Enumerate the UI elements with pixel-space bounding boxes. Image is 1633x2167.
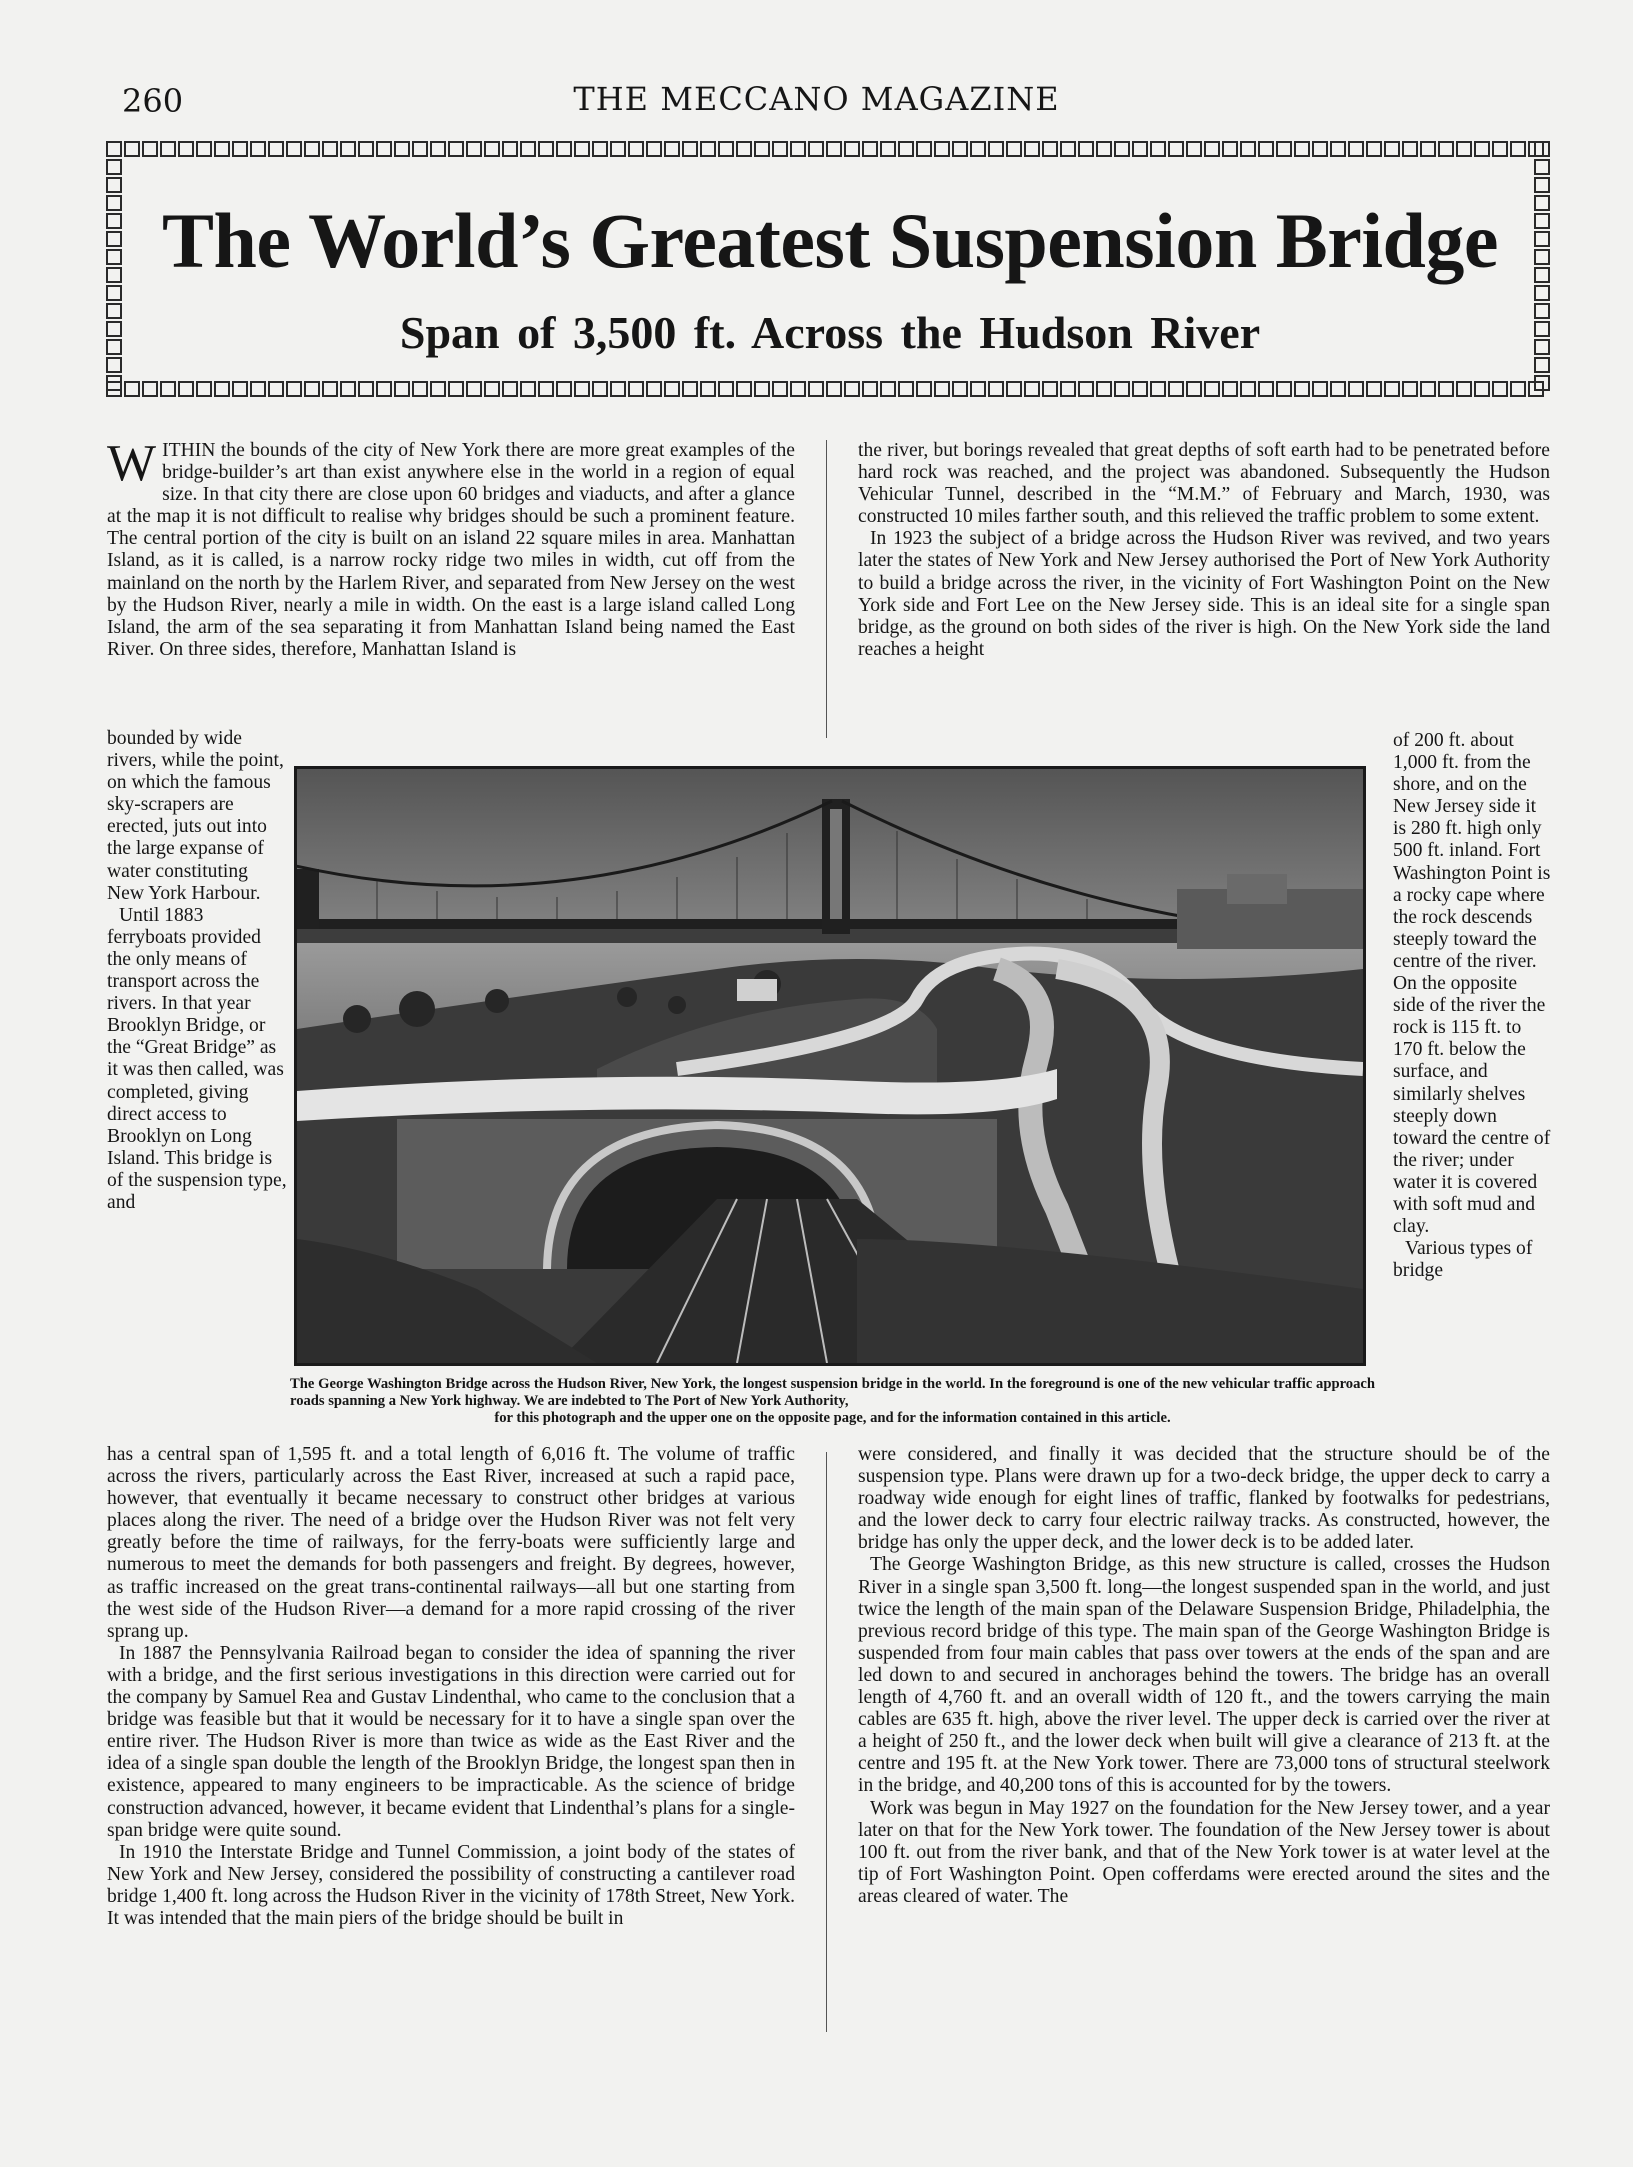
frame-square: [1204, 141, 1220, 157]
paragraph: Work was begun in May 1927 on the foundation for the New Jersey tower, and a year later on that for the New York tower. The foundation of the New Jersey tower is about 100 ft. out from the river bank, and that of the New York tower is at water level at the tip of Fort Washington Point. Open cofferdams were erected around the sites and the areas cleared of water. The: [858, 1797, 1550, 1907]
article-subtitle: Span of 3,500 ft. Across the Hudson River: [399, 307, 1261, 358]
drop-cap: W: [107, 435, 157, 492]
paragraph: In 1923 the subject of a bridge across the Hudson River was revived, and two years later the states of New York and New Jersey authorised the Port of New York Authority to build a bridge across the river, in the vicinity of Fort Washington Point on the New York side and Fort Lee on the New Jersey side. This is an ideal site for a single span bridge, as the ground on both sides of the river is high. On the New York side the land reaches a height: [858, 528, 1550, 660]
frame-square: [646, 381, 662, 397]
frame-square: [358, 141, 374, 157]
frame-square: [1366, 381, 1382, 397]
frame-square: [1060, 381, 1076, 397]
frame-square: [970, 381, 986, 397]
photo-caption: [290, 1376, 1375, 1427]
frame-square: [106, 177, 122, 193]
frame-square: [772, 141, 788, 157]
frame-square: [1006, 141, 1022, 157]
frame-square: [214, 141, 230, 157]
frame-square: [592, 141, 608, 157]
frame-square: [1132, 381, 1148, 397]
frame-square: [1312, 141, 1328, 157]
paragraph: has a central span of 1,595 ft. and a total length of 6,016 ft. The volume of traffic across the rivers, particularly across the East River, increased at such a rapid pace, however, that eventually it became necessary to construct other bridges at various places along the river. The need of a bridge over the Hudson River was not felt very greatly before the time of railways, for the ferry-boats were sufficiently large and numerous to meet the demands for both passengers and freight. By degrees, however, as traffic increased on the great trans-continental railways—all but one starting from the west side of the Hudson River—a demand for a more rapid crossing of the river sprang up.: [107, 1444, 795, 1642]
frame-square: [628, 141, 644, 157]
frame-square: [1534, 231, 1550, 247]
frame-square: [682, 141, 698, 157]
frame-square: [538, 381, 554, 397]
frame-square: [754, 381, 770, 397]
frame-square: [808, 141, 824, 157]
frame-square: [142, 381, 158, 397]
paragraph: In 1910 the Interstate Bridge and Tunnel Commission, a joint body of the states of New York and New Jersey, considered the possibility of constructing a cantilever road bridge 1,400 ft. long across the Hudson River in the vicinity of 178th Street, New York. It was intended that the main piers of the bridge should be built in: [107, 1841, 795, 1929]
frame-square: [718, 141, 734, 157]
bridge-photo: [294, 766, 1366, 1366]
caption-text-last: for this photograph and the upper one on the opposite page, and for the information contained in this article.: [494, 1410, 1171, 1426]
frame-square: [106, 375, 122, 391]
frame-square: [1420, 141, 1436, 157]
frame-square: [304, 141, 320, 157]
frame-square: [952, 381, 968, 397]
frame-square: [106, 195, 122, 211]
frame-square: [376, 381, 392, 397]
frame-square: [1024, 381, 1040, 397]
frame-square: [1150, 141, 1166, 157]
frame-square: [448, 141, 464, 157]
frame-square: [880, 381, 896, 397]
frame-square: [250, 381, 266, 397]
frame-square: [1078, 381, 1094, 397]
frame-square: [826, 141, 842, 157]
frame-square: [538, 141, 554, 157]
frame-square: [106, 213, 122, 229]
frame-square: [664, 141, 680, 157]
frame-square: [1474, 141, 1490, 157]
frame-square: [106, 339, 122, 355]
frame-square: [484, 381, 500, 397]
frame-square: [124, 381, 140, 397]
frame-square: [106, 267, 122, 283]
frame-square: [970, 141, 986, 157]
frame-square: [502, 381, 518, 397]
frame-square: [340, 381, 356, 397]
frame-square: [808, 381, 824, 397]
frame-square: [1222, 141, 1238, 157]
paragraph: The George Washington Bridge, as this new structure is called, crosses the Hudson River in a single span 3,500 ft. long—the longest suspended span in the world, and just twice the length of the main span of the Delaware Suspension Bridge, Philadelphia, the previous record bridge of this type. The main span of the George Washington Bridge is suspended from four main cables that pass over towers at the ends of the span and are led down to and secured in anchorages behind the towers. The bridge has an overall length of 4,760 ft. and an overall width of 120 ft., and the towers carrying the main cables are 635 ft. high, above the river level. The upper deck is carried over the river at a height of 250 ft., and the lower deck when built will give a clearance of 213 ft. at the centre and 195 ft. at the New York tower. There are 73,000 tons of structural steelwork in the bridge, and 40,200 tons of this is accounted for by the towers.: [858, 1554, 1550, 1797]
frame-square: [844, 141, 860, 157]
frame-square: [1534, 267, 1550, 283]
frame-square: [106, 141, 122, 157]
frame-square: [1024, 141, 1040, 157]
frame-square: [934, 141, 950, 157]
frame-square: [1150, 381, 1166, 397]
frame-square: [1534, 339, 1550, 355]
frame-square: [1132, 141, 1148, 157]
frame-square: [466, 381, 482, 397]
frame-square: [1276, 381, 1292, 397]
frame-square: [232, 381, 248, 397]
frame-square: [1294, 141, 1310, 157]
frame-square: [556, 381, 572, 397]
frame-square: [1534, 321, 1550, 337]
frame-square: [1474, 381, 1490, 397]
frame-square: [1258, 381, 1274, 397]
frame-square: [1534, 357, 1550, 373]
paragraph: the river, but borings revealed that great depths of soft earth had to be penetrated before hard rock was reached, and the project was abandoned. Subsequently the Hudson Vehicular Tunnel, described in the “M.M.” of February and March, 1930, was constructed 10 miles farther south, and this relieved the traffic problem to some extent.: [858, 440, 1550, 528]
paragraph: Until 1883 ferryboats provided the only means of transport across the rivers. In that year Brooklyn Bridge, or the “Great Bridge” as it was then called, was completed, giving direct access to Brooklyn on Long Island. This bridge is of the suspension type, and: [107, 904, 287, 1213]
frame-square: [106, 303, 122, 319]
frame-square: [1330, 381, 1346, 397]
frame-square: [250, 141, 266, 157]
frame-square: [556, 141, 572, 157]
frame-square: [1222, 381, 1238, 397]
frame-square: [232, 141, 248, 157]
frame-square: [700, 141, 716, 157]
frame-square: [286, 141, 302, 157]
frame-square: [358, 381, 374, 397]
magazine-title: THE MECCANO MAGAZINE: [573, 80, 1060, 118]
frame-square: [1240, 381, 1256, 397]
frame-square: [1456, 381, 1472, 397]
frame-square: [394, 141, 410, 157]
paragraph: WITHIN the bounds of the city of New York there are more great examples of the bridge-builder’s art than exist anywhere else in the world in a region of equal size. In that city there are close upon 60 bridges and viaducts, and after a glance at the map it is not difficult to realise why bridges should be such a prominent feature. The central portion of the city is built on an island 22 square miles in area. Manhattan Island, as it is called, is a narrow rocky ridge two miles in width, cut off from the mainland on the north by the Harlem River, and separated from New Jersey on the west by the Hudson River, nearly a mile in width. On the east is a large island called Long Island, the arm of the sea separating it from Manhattan Island being named the East River. On three sides, therefore, Manhattan Island is: [107, 435, 795, 660]
frame-square: [484, 141, 500, 157]
frame-square: [574, 141, 590, 157]
frame-square: [1534, 303, 1550, 319]
frame-square: [520, 141, 536, 157]
frame-square: [1078, 141, 1094, 157]
frame-square: [430, 141, 446, 157]
frame-square: [448, 381, 464, 397]
caption-text: The George Washington Bridge across the Hudson River, New York, the longest suspension bridge in the world. In the foreground is one of the new vehicular traffic approach roads spanning a New York highway. We are indebted to The Port of New York Authority,: [290, 1376, 1375, 1409]
frame-square: [1456, 141, 1472, 157]
frame-square: [1384, 381, 1400, 397]
page-number: 260: [122, 82, 184, 120]
frame-square: [916, 141, 932, 157]
frame-square: [124, 141, 140, 157]
frame-square: [502, 141, 518, 157]
frame-square: [1534, 249, 1550, 265]
column-rule-bottom: [826, 1452, 827, 2032]
frame-square: [1534, 285, 1550, 301]
frame-square: [1168, 141, 1184, 157]
frame-square: [1438, 381, 1454, 397]
paragraph: Various types of bridge: [1393, 1238, 1533, 1282]
frame-square: [772, 381, 788, 397]
frame-square: [736, 381, 752, 397]
frame-square: [1534, 213, 1550, 229]
frame-square: [1294, 381, 1310, 397]
frame-square: [322, 381, 338, 397]
frame-square: [196, 381, 212, 397]
frame-square: [1384, 141, 1400, 157]
frame-square: [106, 321, 122, 337]
frame-square: [934, 381, 950, 397]
frame-square: [1042, 381, 1058, 397]
frame-square: [1330, 141, 1346, 157]
frame-square: [1348, 381, 1364, 397]
frame-square: [1420, 381, 1436, 397]
frame-square: [160, 381, 176, 397]
frame-square: [862, 381, 878, 397]
frame-square: [412, 141, 428, 157]
frame-square: [106, 357, 122, 373]
frame-square: [1312, 381, 1328, 397]
frame-square: [106, 285, 122, 301]
frame-square: [1492, 381, 1508, 397]
frame-square: [574, 381, 590, 397]
frame-square: [1114, 381, 1130, 397]
frame-square: [520, 381, 536, 397]
frame-square: [646, 141, 662, 157]
article-title: The World’s Greatest Suspension Bridge: [161, 197, 1499, 284]
frame-square: [376, 141, 392, 157]
frame-square: [1534, 141, 1550, 157]
paragraph: In 1887 the Pennsylvania Railroad began to consider the idea of spanning the river with a bridge, and the first serious investigations in this direction were carried out for the company by Samuel Rea and Gustav Lindenthal, who came to the conclusion that a bridge was feasible but that it would be necessary for it to have a single span over the entire river. The Hudson River is more than twice as wide as the East River and the idea of a single span double the length of the Brooklyn Bridge, the longest span then in existence, appeared to many engineers to be impracticable. As the science of bridge construction advanced, however, it became evident that Lindenthal’s plans for a single-span bridge were quite sound.: [107, 1642, 795, 1841]
frame-square: [862, 141, 878, 157]
frame-square: [664, 381, 680, 397]
frame-square: [214, 381, 230, 397]
frame-square: [106, 249, 122, 265]
frame-square: [898, 141, 914, 157]
frame-square: [1534, 375, 1550, 391]
frame-square: [160, 141, 176, 157]
frame-square: [1402, 381, 1418, 397]
frame-square: [304, 381, 320, 397]
frame-square: [916, 381, 932, 397]
frame-square: [718, 381, 734, 397]
frame-square: [790, 141, 806, 157]
frame-square: [1510, 141, 1526, 157]
frame-square: [466, 141, 482, 157]
frame-square: [790, 381, 806, 397]
frame-square: [1534, 195, 1550, 211]
frame-square: [430, 381, 446, 397]
frame-square: [1402, 141, 1418, 157]
frame-square: [880, 141, 896, 157]
frame-square: [196, 141, 212, 157]
frame-square: [340, 141, 356, 157]
frame-square: [106, 159, 122, 175]
left-narrow-column: [107, 728, 287, 1214]
frame-square: [592, 381, 608, 397]
frame-square: [286, 381, 302, 397]
frame-square: [1534, 159, 1550, 175]
paragraph: bounded by wide rivers, while the point, on which the famous sky-scrapers are erected, juts out into the large expanse of water constituting New York Harbour.: [107, 728, 284, 904]
frame-square: [610, 141, 626, 157]
left-column-bottom: [107, 1444, 795, 1930]
frame-square: [1186, 141, 1202, 157]
frame-square: [1258, 141, 1274, 157]
frame-square: [1366, 141, 1382, 157]
frame-square: [898, 381, 914, 397]
frame-square: [1096, 381, 1112, 397]
frame-square: [268, 141, 284, 157]
frame-square: [1096, 141, 1112, 157]
frame-square: [412, 381, 428, 397]
frame-square: [628, 381, 644, 397]
frame-square: [268, 381, 284, 397]
frame-square: [1276, 141, 1292, 157]
paragraph: were considered, and finally it was decided that the structure should be of the suspension type. Plans were drawn up for a two-deck bridge, the upper deck to carry a roadway wide enough for eight lines of traffic, flanked by footwalks for pedestrians, and the lower deck to carry four electric railway tracks. As constructed, however, the bridge has only the upper deck, and the lower deck is to be added later.: [858, 1444, 1550, 1554]
frame-square: [142, 141, 158, 157]
frame-square: [178, 381, 194, 397]
frame-square: [682, 381, 698, 397]
paragraph: of 200 ft. about 1,000 ft. from the shore, and on the New Jersey side it is 280 ft. high only 500 ft. inland. Fort Washington Point is a rocky cape where the rock descends steeply toward the centre of the river. On the opposite side of the river the rock is 115 ft. to 170 ft. below the surface, and similarly shelves steeply down toward the centre of the river; under water it is covered with soft mud and clay.: [1393, 730, 1551, 1238]
frame-square: [106, 231, 122, 247]
frame-square: [394, 381, 410, 397]
frame-square: [1492, 141, 1508, 157]
frame-square: [1348, 141, 1364, 157]
frame-square: [1114, 141, 1130, 157]
frame-square: [1204, 381, 1220, 397]
frame-square: [952, 141, 968, 157]
frame-square: [1186, 381, 1202, 397]
frame-square: [736, 141, 752, 157]
frame-square: [1006, 381, 1022, 397]
frame-square: [178, 141, 194, 157]
right-column-top: [858, 440, 1550, 661]
frame-square: [610, 381, 626, 397]
frame-square: [1438, 141, 1454, 157]
frame-square: [988, 141, 1004, 157]
frame-square: [1042, 141, 1058, 157]
right-column-bottom: [858, 1444, 1550, 1908]
frame-square: [1168, 381, 1184, 397]
frame-square: [322, 141, 338, 157]
column-rule-top: [826, 440, 827, 738]
frame-square: [1510, 381, 1526, 397]
right-narrow-column: [1393, 730, 1551, 1282]
frame-square: [1240, 141, 1256, 157]
frame-square: [754, 141, 770, 157]
frame-square: [1060, 141, 1076, 157]
frame-square: [700, 381, 716, 397]
left-column-top: [107, 435, 795, 661]
frame-square: [826, 381, 842, 397]
frame-square: [1534, 177, 1550, 193]
frame-square: [988, 381, 1004, 397]
frame-square: [844, 381, 860, 397]
